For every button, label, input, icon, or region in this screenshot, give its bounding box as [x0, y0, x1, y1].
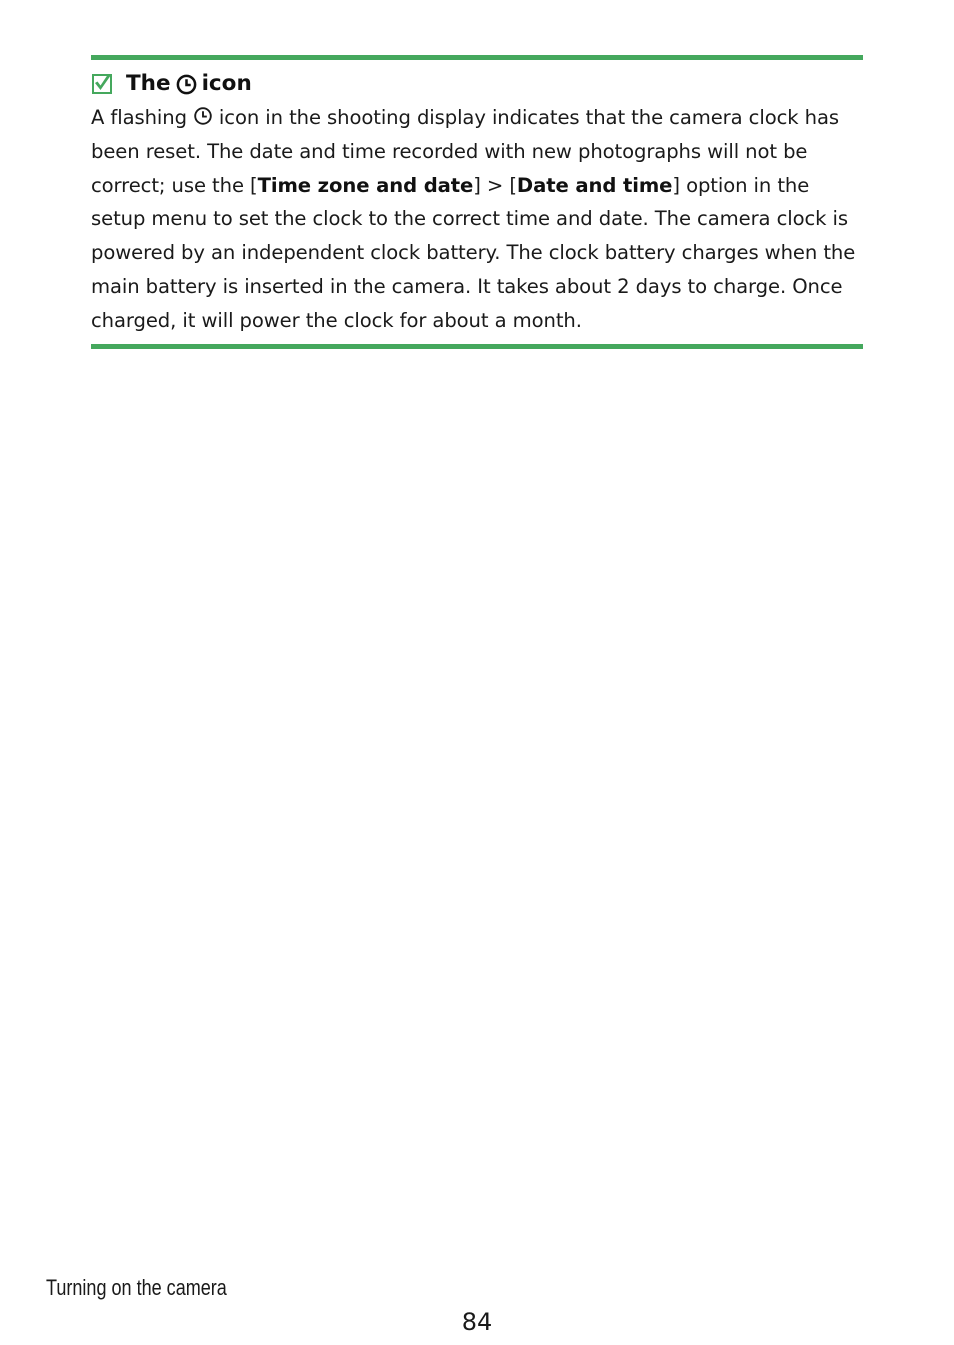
note-box	[91, 55, 863, 349]
note-title	[91, 68, 863, 100]
menu-item-time-zone-and-date: Time zone and date	[257, 173, 474, 197]
clock-icon	[193, 106, 213, 126]
clock-icon	[176, 74, 197, 95]
note-title-suffix: icon	[201, 71, 252, 96]
page-number: 84	[461, 1308, 493, 1336]
body-text-end: ] option in the setup menu to set the clock to the correct time and date. The camera clock is powered by an independent clock battery. The clock battery charges when the main battery is inserted in the camera. It takes about 2 days to charge. Once charged, it will power the clock for about a month.	[91, 173, 856, 332]
note-title-prefix: The	[126, 71, 171, 96]
note-body	[91, 101, 863, 338]
body-text-after-icon: icon in the shooting display indicates that the camera clock has been reset. The date and time recorded with new photographs will not be correct; use the [	[91, 106, 839, 197]
body-text-separator: ] > [	[473, 173, 517, 197]
body-text-start: A flashing	[91, 106, 187, 129]
checkmark-box-icon	[91, 73, 113, 95]
menu-item-date-and-time: Date and time	[516, 173, 673, 197]
footer-section-title: Turning on the camera	[46, 1275, 227, 1300]
